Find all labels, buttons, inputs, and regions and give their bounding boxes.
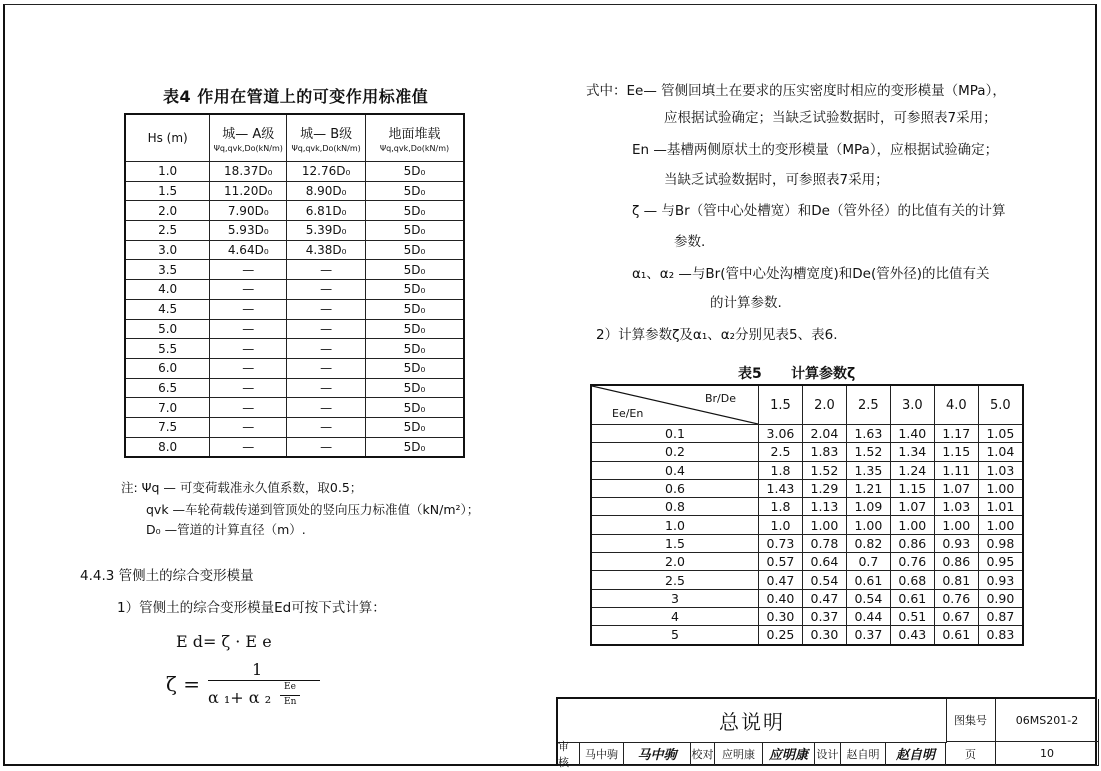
table5-row <box>591 553 1023 571</box>
table4-row <box>125 358 464 378</box>
table5-cell: 1.07 <box>934 479 978 497</box>
table5-cell: 1.15 <box>890 479 934 497</box>
table5-cell: 0.7 <box>846 553 890 571</box>
table4-row <box>125 319 464 339</box>
table5-row <box>591 589 1023 607</box>
table4-row <box>125 437 464 457</box>
table4-cell: 5D₀ <box>366 162 464 182</box>
table5-row-label: 4 <box>591 607 759 625</box>
table5-cell: 1.15 <box>934 443 978 461</box>
table4-cell: 18.37D₀ <box>210 162 287 182</box>
table5-cell: 1.29 <box>802 479 846 497</box>
table5-cell: 0.90 <box>978 589 1023 607</box>
table5-column-header: 3.0 <box>890 385 934 425</box>
table4-cell: — <box>210 299 287 319</box>
table4-cell: 7.5 <box>125 417 210 437</box>
table5-row <box>591 425 1023 443</box>
table4-cell: — <box>287 437 366 457</box>
table5-column-header: 1.5 <box>759 385 803 425</box>
table4-row <box>125 299 464 319</box>
table5-cell: 3.06 <box>759 425 803 443</box>
table5-cell: 1.01 <box>978 498 1023 516</box>
note-line-1: 注: Ψq — 可变荷载准永久值系数，取0.5； <box>121 480 363 495</box>
fraction-bar <box>208 680 320 681</box>
table5-cell: 0.86 <box>934 553 978 571</box>
table4-cell: 7.90D₀ <box>210 201 287 221</box>
table4-cell: 4.5 <box>125 299 210 319</box>
table5-cell: 0.51 <box>890 607 934 625</box>
formula-zeta-lhs: ζ = <box>166 672 200 696</box>
small-fraction-bar <box>280 695 300 696</box>
table4-cell: — <box>210 319 287 339</box>
table4-cell: — <box>287 260 366 280</box>
table4-cell: 5D₀ <box>366 240 464 260</box>
formula-en: En <box>284 697 297 707</box>
table5-title: 表5 计算参数ζ <box>738 366 856 382</box>
table4-cell: 4.38D₀ <box>287 240 366 260</box>
table4-row <box>125 417 464 437</box>
table5-row <box>591 534 1023 552</box>
table5-cell: 0.67 <box>934 607 978 625</box>
table5-cell: 0.61 <box>846 571 890 589</box>
table4-cell: 3.5 <box>125 260 210 280</box>
table5-cell: 0.61 <box>890 589 934 607</box>
table4-cell: 5D₀ <box>366 378 464 398</box>
table5-cell: 1.00 <box>978 516 1023 534</box>
table5-cell: 1.00 <box>802 516 846 534</box>
table4-cell: 5D₀ <box>366 181 464 201</box>
table5-cell: 1.63 <box>846 425 890 443</box>
atlas-number: 06MS201-2 <box>996 699 1099 742</box>
table5-cell: 1.00 <box>978 479 1023 497</box>
table5-cell: 0.37 <box>846 626 890 645</box>
table4-header-depth: Hs (m) <box>125 114 210 162</box>
page-label: 页 <box>946 742 996 766</box>
def-line-5: ζ — 与Br（管中心处槽宽）和De（管外径）的比值有关的计算 <box>632 203 1006 219</box>
table4-cell: 5D₀ <box>366 299 464 319</box>
table5-row-label: 3 <box>591 589 759 607</box>
table5-cell: 1.07 <box>890 498 934 516</box>
table5-row <box>591 607 1023 625</box>
section-item-2: 2）计算参数ζ及α₁、α₂分别见表5、表6. <box>596 327 838 343</box>
table4-row <box>125 378 464 398</box>
table5-cell: 0.68 <box>890 571 934 589</box>
table5-cell: 0.30 <box>802 626 846 645</box>
table4-cell: — <box>210 437 287 457</box>
table5-cell: 0.76 <box>890 553 934 571</box>
table5-cell: 2.04 <box>802 425 846 443</box>
table4-row <box>125 280 464 300</box>
table5-column-header: 2.5 <box>846 385 890 425</box>
table5-cell: 1.17 <box>934 425 978 443</box>
table5-cell: 1.04 <box>978 443 1023 461</box>
table5-cell: 1.03 <box>978 461 1023 479</box>
formula-zeta-numerator: 1 <box>252 660 263 679</box>
table5-cell: 1.83 <box>802 443 846 461</box>
table5-row <box>591 498 1023 516</box>
table4-header-ground-load: 地面堆载 Ψq,qvk,Do(kN/m) <box>366 114 464 162</box>
table5-row-label: 0.6 <box>591 479 759 497</box>
table4-cell: — <box>210 339 287 359</box>
table4-cell: 11.20D₀ <box>210 181 287 201</box>
table4-cell: 5.0 <box>125 319 210 339</box>
table4-cell: 1.5 <box>125 181 210 201</box>
table5-row <box>591 516 1023 534</box>
table5-cell: 1.21 <box>846 479 890 497</box>
table5-cell: 2.5 <box>759 443 803 461</box>
table5-cell: 0.76 <box>934 589 978 607</box>
table5-cell: 1.13 <box>802 498 846 516</box>
def-line-1: 式中：Ee— 管侧回填土在要求的压实密度时相应的变形模量（MPa）， <box>586 83 1006 99</box>
table5-row-label: 5 <box>591 626 759 645</box>
table4-cell: — <box>210 260 287 280</box>
def-line-3: En —基槽两侧原状土的变形模量（MPa），应根据试验确定； <box>632 142 999 158</box>
table4-row <box>125 201 464 221</box>
table4-row <box>125 221 464 241</box>
table4-row <box>125 339 464 359</box>
def-line-4: 当缺乏试验数据时，可参照表7采用； <box>664 172 889 188</box>
table5-row <box>591 571 1023 589</box>
table5-cell: 1.8 <box>759 498 803 516</box>
table4 <box>124 113 465 458</box>
table4-cell: — <box>287 358 366 378</box>
table5-cell: 1.00 <box>846 516 890 534</box>
table4-row <box>125 162 464 182</box>
def-line-8: 的计算参数. <box>710 295 782 311</box>
table4-row <box>125 181 464 201</box>
table5-cell: 1.43 <box>759 479 803 497</box>
table5-cell: 0.81 <box>934 571 978 589</box>
table4-cell: 5.93D₀ <box>210 221 287 241</box>
table5-cell: 0.61 <box>934 626 978 645</box>
table4-cell: — <box>210 398 287 418</box>
table5-cell: 0.40 <box>759 589 803 607</box>
table5-cell: 0.30 <box>759 607 803 625</box>
table4-cell: 5D₀ <box>366 319 464 339</box>
table4-cell: 6.5 <box>125 378 210 398</box>
table5-cell: 0.47 <box>802 589 846 607</box>
table5-column-header: 5.0 <box>978 385 1023 425</box>
table4-cell: 5D₀ <box>366 201 464 221</box>
table4-cell: 5D₀ <box>366 339 464 359</box>
note-line-3: D₀ —管道的计算直径（m）. <box>146 522 306 537</box>
table5-cell: 0.54 <box>846 589 890 607</box>
table5-cell: 0.93 <box>978 571 1023 589</box>
table5-row-label: 1.0 <box>591 516 759 534</box>
table4-cell: — <box>287 417 366 437</box>
table5-column-header: 2.0 <box>802 385 846 425</box>
table5-row-label: 2.5 <box>591 571 759 589</box>
table4-cell: — <box>210 417 287 437</box>
table5-cell: 1.40 <box>890 425 934 443</box>
table5-row-label: 0.4 <box>591 461 759 479</box>
table5-cell: 1.52 <box>846 443 890 461</box>
table5-cell: 0.57 <box>759 553 803 571</box>
table4-row <box>125 398 464 418</box>
check-signature: 应明康 <box>763 742 815 766</box>
table5-corner-bottom: Ee/En <box>612 407 644 420</box>
table5-cell: 1.8 <box>759 461 803 479</box>
table4-cell: 6.0 <box>125 358 210 378</box>
table5-cell: 1.09 <box>846 498 890 516</box>
table5-cell: 0.64 <box>802 553 846 571</box>
table4-cell: 5D₀ <box>366 358 464 378</box>
def-line-7: α₁、α₂ —与Br(管中心处沟槽宽度)和De(管外径)的比值有关 <box>632 266 990 282</box>
table5-cell: 0.82 <box>846 534 890 552</box>
table4-header-city-a: 城— A级 Ψq,qvk,Do(kN/m) <box>210 114 287 162</box>
table5-row <box>591 443 1023 461</box>
check-name: 应明康 <box>715 742 763 766</box>
page-number: 10 <box>996 742 1099 766</box>
table4-cell: — <box>287 319 366 339</box>
check-label: 校对 <box>691 742 715 766</box>
table4-cell: 3.0 <box>125 240 210 260</box>
review-signature: 马中驹 <box>624 742 691 766</box>
table5-cell: 1.34 <box>890 443 934 461</box>
design-signature: 赵自明 <box>886 742 946 766</box>
table4-cell: 4.64D₀ <box>210 240 287 260</box>
review-name: 马中驹 <box>580 742 624 766</box>
drawing-title: 总说明 <box>558 699 947 743</box>
table5-cell: 0.43 <box>890 626 934 645</box>
table4-cell: — <box>210 280 287 300</box>
table5 <box>590 384 1024 646</box>
table4-header-city-b: 城— B级 Ψq,qvk,Do(kN/m) <box>287 114 366 162</box>
table5-cell: 0.87 <box>978 607 1023 625</box>
table5-column-header: 4.0 <box>934 385 978 425</box>
table4-cell: — <box>287 339 366 359</box>
table4-cell: — <box>287 378 366 398</box>
table5-cell: 0.37 <box>802 607 846 625</box>
table5-row <box>591 479 1023 497</box>
table5-cell: 0.78 <box>802 534 846 552</box>
table4-cell: 6.81D₀ <box>287 201 366 221</box>
table5-cell: 0.73 <box>759 534 803 552</box>
table5-corner-cell <box>591 385 759 425</box>
table5-cell: 1.03 <box>934 498 978 516</box>
table5-cell: 0.25 <box>759 626 803 645</box>
table4-cell: 5D₀ <box>366 221 464 241</box>
table5-cell: 0.47 <box>759 571 803 589</box>
table4-row <box>125 260 464 280</box>
table5-cell: 1.05 <box>978 425 1023 443</box>
table5-row <box>591 626 1023 645</box>
table4-cell: 5D₀ <box>366 417 464 437</box>
design-name: 赵自明 <box>841 742 886 766</box>
table4-cell: 5D₀ <box>366 260 464 280</box>
def-line-6: 参数. <box>674 234 706 250</box>
table5-cell: 1.24 <box>890 461 934 479</box>
table5-cell: 1.0 <box>759 516 803 534</box>
section-item-1: 1）管侧土的综合变形模量Ed可按下式计算： <box>117 600 386 616</box>
table5-cell: 0.98 <box>978 534 1023 552</box>
formula-ee: Ee <box>284 682 296 692</box>
def-line-2: 应根据试验确定；当缺乏试验数据时，可参照表7采用； <box>664 110 997 126</box>
table5-cell: 0.93 <box>934 534 978 552</box>
table5-row <box>591 461 1023 479</box>
table5-row-label: 0.1 <box>591 425 759 443</box>
table4-cell: 5D₀ <box>366 398 464 418</box>
table5-cell: 1.11 <box>934 461 978 479</box>
table4-cell: 7.0 <box>125 398 210 418</box>
table5-cell: 0.83 <box>978 626 1023 645</box>
table4-cell: 4.0 <box>125 280 210 300</box>
table5-cell: 1.00 <box>890 516 934 534</box>
table4-cell: 8.90D₀ <box>287 181 366 201</box>
table4-cell: 1.0 <box>125 162 210 182</box>
table4-cell: 5.5 <box>125 339 210 359</box>
table4-cell: 5D₀ <box>366 437 464 457</box>
table5-row-label: 2.0 <box>591 553 759 571</box>
table5-cell: 0.86 <box>890 534 934 552</box>
design-label: 设计 <box>815 742 841 766</box>
table5-corner-top: Br/De <box>704 392 736 405</box>
table4-cell: — <box>287 398 366 418</box>
section-heading: 4.4.3 管侧土的综合变形模量 <box>80 568 254 584</box>
table5-cell: 0.44 <box>846 607 890 625</box>
table5-row-label: 0.2 <box>591 443 759 461</box>
title-block <box>556 697 1097 769</box>
table5-cell: 1.35 <box>846 461 890 479</box>
table5-row-label: 1.5 <box>591 534 759 552</box>
formula-zeta-denominator: α ₁+ α ₂ <box>208 688 272 707</box>
table4-cell: — <box>287 299 366 319</box>
table4-cell: 12.76D₀ <box>287 162 366 182</box>
table4-row <box>125 240 464 260</box>
table4-cell: — <box>210 358 287 378</box>
table5-row-label: 0.8 <box>591 498 759 516</box>
review-label: 审核 <box>558 742 580 766</box>
table5-cell: 0.54 <box>802 571 846 589</box>
table4-cell: 2.0 <box>125 201 210 221</box>
table4-cell: 5.39D₀ <box>287 221 366 241</box>
table4-cell: 2.5 <box>125 221 210 241</box>
table5-cell: 0.95 <box>978 553 1023 571</box>
note-line-2: qvk —车轮荷载传递到管顶处的竖向压力标准值（kN/m²）； <box>146 502 480 517</box>
formula-ed: E d= ζ · E e <box>176 632 272 651</box>
atlas-label: 图集号 <box>946 699 996 742</box>
table4-cell: 8.0 <box>125 437 210 457</box>
table5-cell: 1.00 <box>934 516 978 534</box>
table4-title: 表4 作用在管道上的可变作用标准值 <box>163 87 429 106</box>
table4-cell: — <box>210 378 287 398</box>
table4-cell: — <box>287 280 366 300</box>
table5-cell: 1.52 <box>802 461 846 479</box>
table4-cell: 5D₀ <box>366 280 464 300</box>
